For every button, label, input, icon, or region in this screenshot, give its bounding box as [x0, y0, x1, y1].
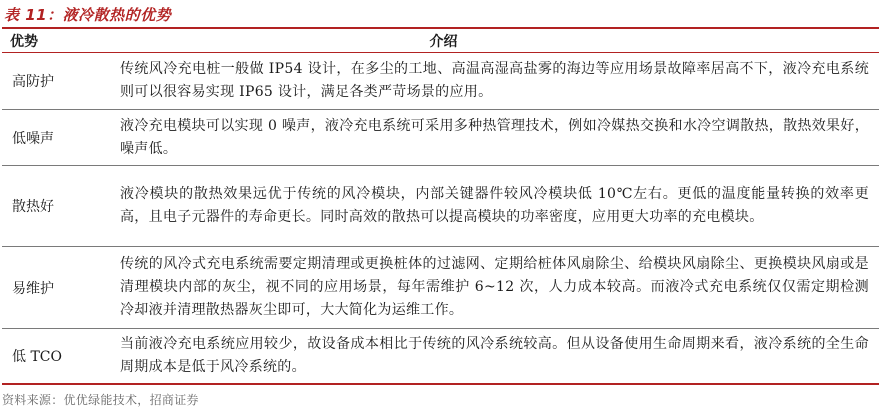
table-row: [2, 247, 879, 329]
source-note: 资料来源：优优绿能技术，招商证券: [2, 393, 199, 407]
table-row: [2, 110, 879, 166]
row-description: 传统的风冷式充电系统需要定期清理或更换桩体的过滤网、定期给桩体风扇除尘、给模块风扇除尘、更换模块风扇或是清理模块内部的灰尘，视不同的应用场景，每年需维护 6~12 次，人力成本较高。而液冷式充电系统仅仅需定期检测冷却液并清理散热器灰尘即可，大大简化为运维工作。: [120, 256, 869, 318]
header-advantage: 优势: [10, 33, 38, 50]
advantages-table: [2, 27, 879, 385]
row-description: 传统风冷充电桩一般做 IP54 设计，在多尘的工地、高温高湿高盐雾的海边等应用场景故障率居高不下，液冷充电系统则可以很容易实现 IP65 设计，满足各类严苛场景的应用。: [120, 61, 869, 100]
table-row: [2, 166, 879, 247]
table-row: [2, 53, 879, 110]
row-advantage: 低 TCO: [12, 349, 62, 365]
table-row: [2, 329, 879, 385]
row-advantage: 散热好: [12, 199, 54, 215]
row-advantage: 易维护: [12, 280, 54, 297]
row-advantage: 高防护: [12, 74, 54, 90]
row-description: 液冷充电模块可以实现 0 噪声，液冷充电系统可采用多种热管理技术，例如冷媒热交换和水冷空调散热，散热效果好，噪声低。: [120, 117, 869, 157]
row-description: 当前液冷充电系统应用较少，故设备成本相比于传统的风冷系统较高。但从设备使用生命周期来看，液冷系统的全生命周期成本是低于风冷系统的。: [120, 336, 869, 375]
row-description: 液冷模块的散热效果远优于传统的风冷模块，内部关键器件较风冷模块低 10℃左右。更低的温度能量转换的效率更高，且电子元器件的寿命更长。同时高效的散热可以提高模块的功率密度，应用更大功率的充电模块。: [120, 186, 869, 225]
header-description: 介绍: [429, 33, 458, 50]
row-advantage: 低噪声: [12, 130, 54, 147]
table-title: 表 11：液冷散热的优势: [4, 6, 172, 24]
table-header: [2, 29, 879, 53]
